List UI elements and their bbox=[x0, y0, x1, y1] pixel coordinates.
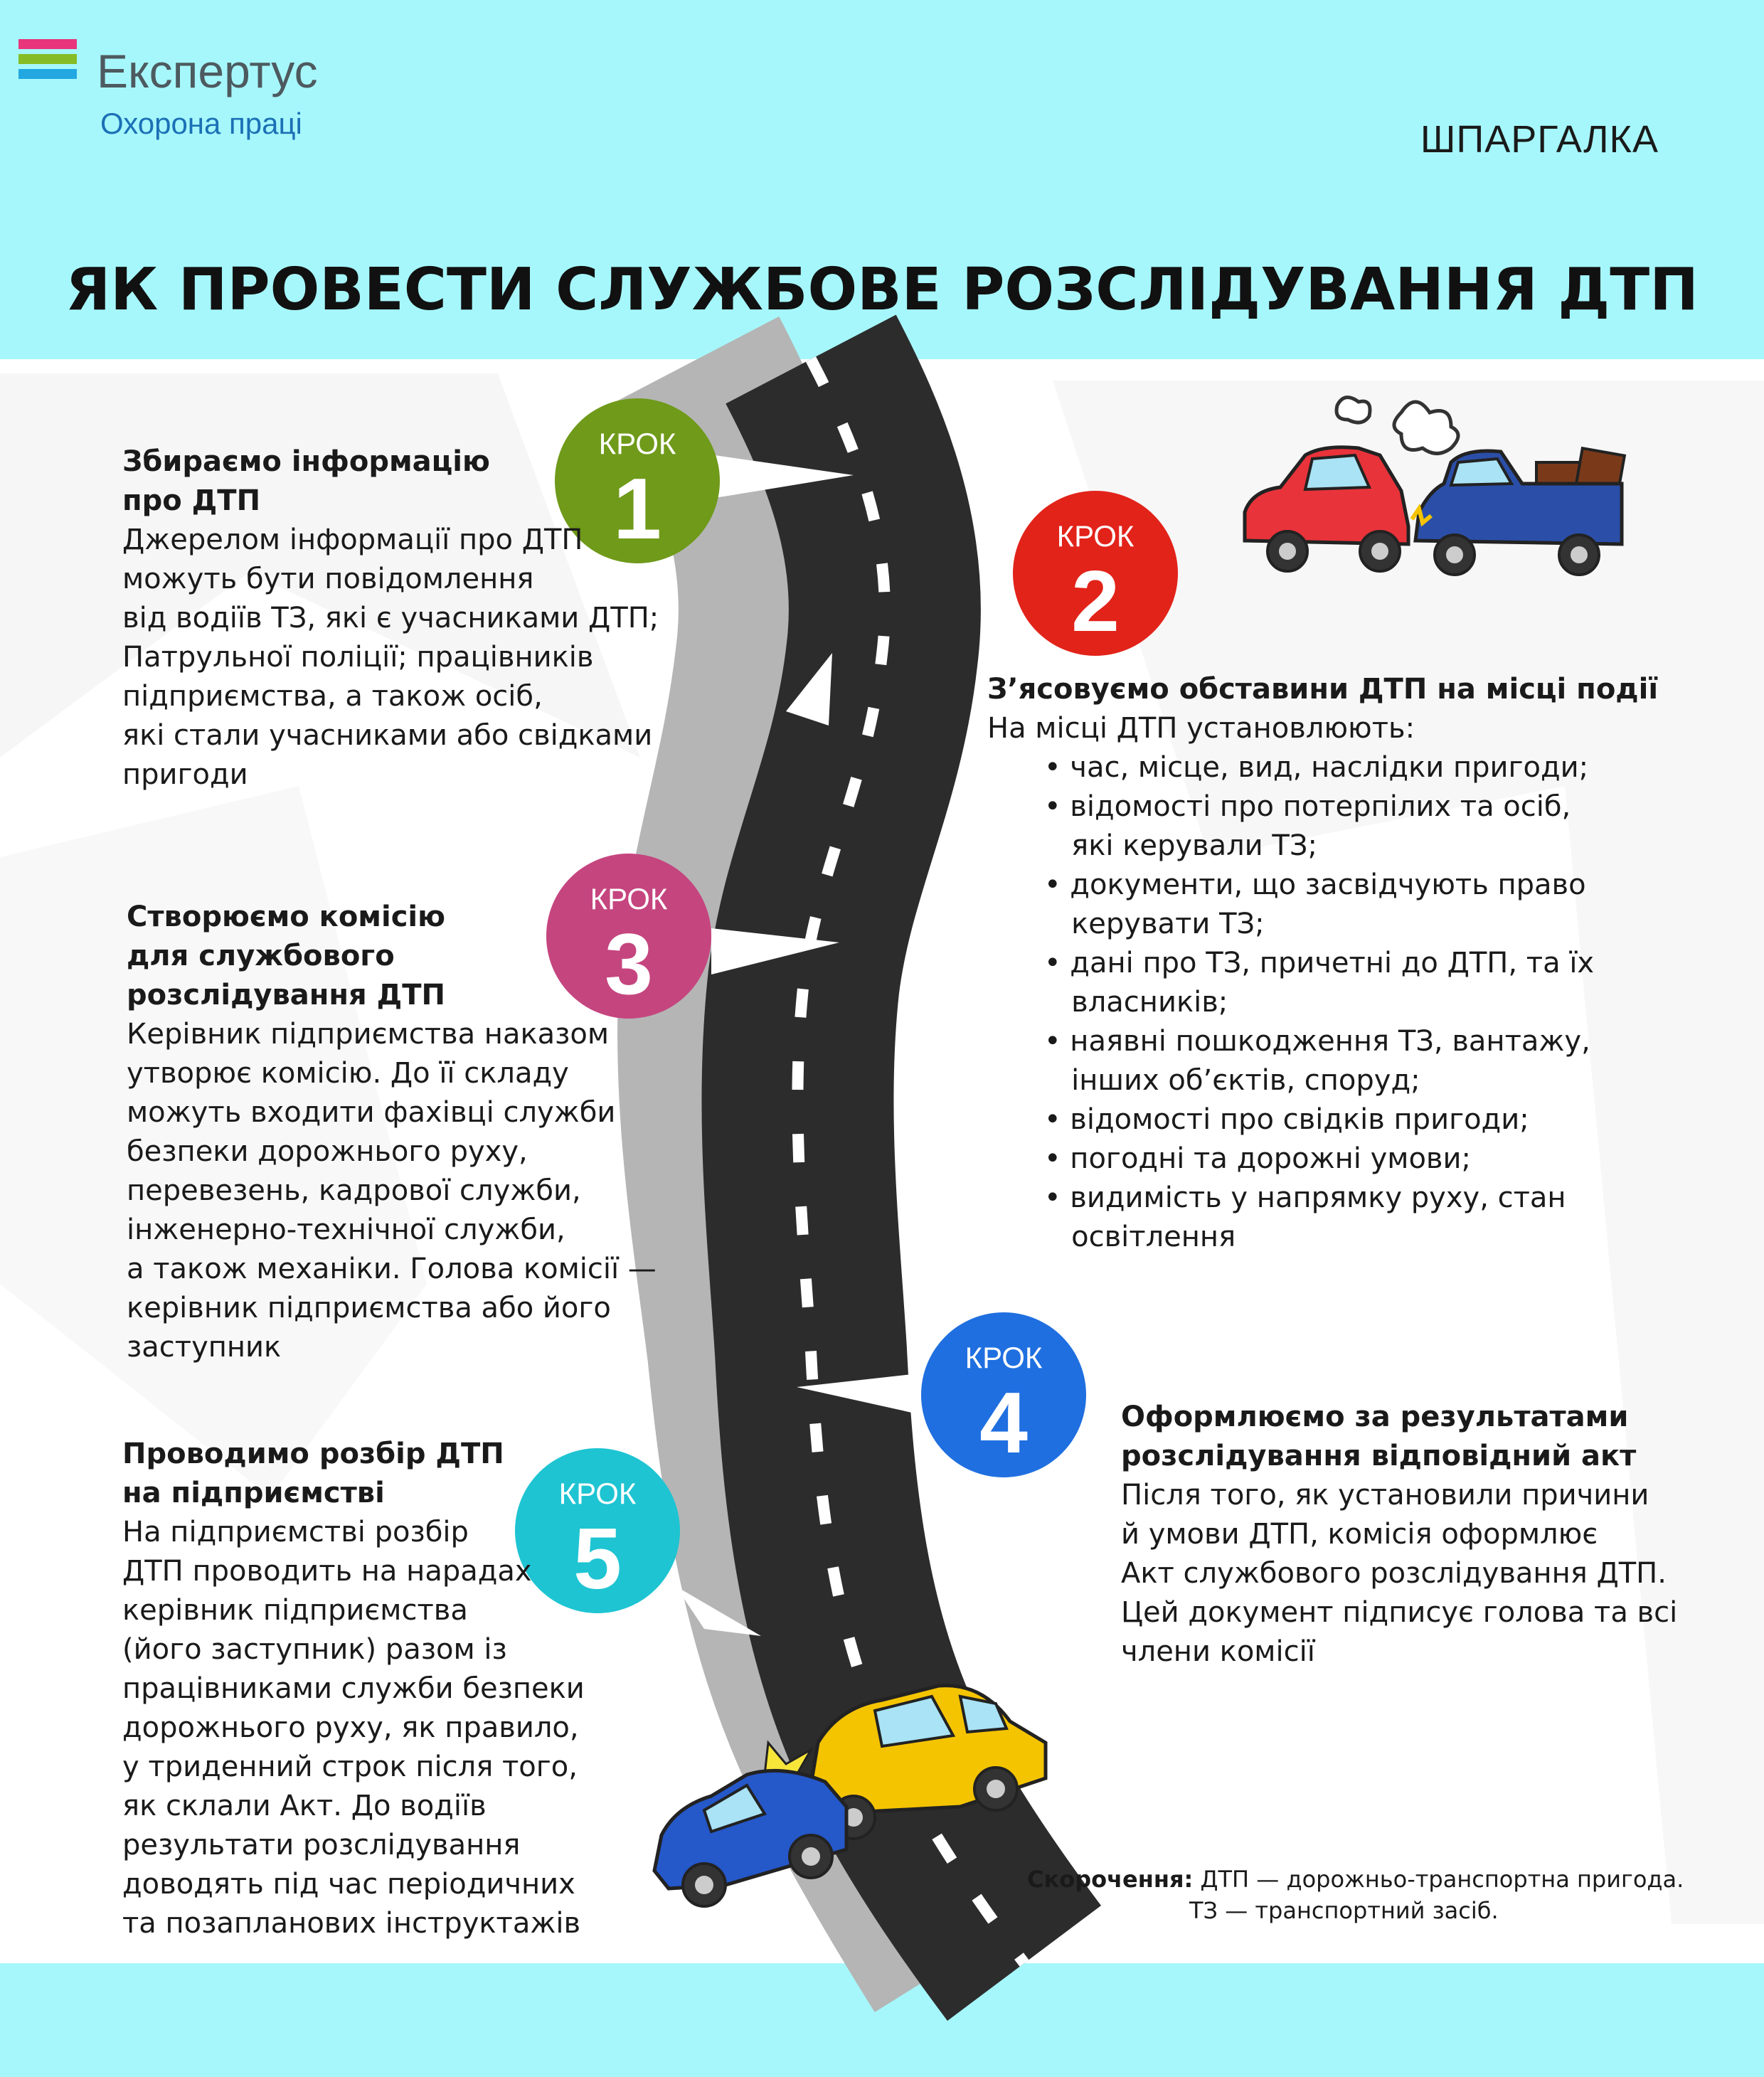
abbreviation-line-2: ТЗ — транспортний засіб. bbox=[1189, 1897, 1499, 1924]
step4-line: Цей документ підписує голова та всі bbox=[1121, 1596, 1678, 1629]
step5-krok-label: КРОК bbox=[558, 1477, 637, 1510]
step5-line: дорожнього руху, як правило, bbox=[122, 1711, 579, 1744]
step5-line: На підприємстві розбір bbox=[122, 1516, 469, 1549]
step5-title: Проводимо розбір ДТП на підприємстві bbox=[122, 1438, 504, 1509]
page-title: ЯК ПРОВЕСТИ СЛУЖБОВЕ РОЗСЛІДУВАННЯ ДТП bbox=[65, 256, 1699, 324]
step2-bullet-list bbox=[987, 748, 1699, 1257]
step4-title: Оформлюємо за результатами розслідування відповідний акт bbox=[1121, 1401, 1637, 1472]
step3-title: Створюємо комісію для службового розслідування ДТП bbox=[127, 901, 446, 1011]
step1-line: від водіїв ТЗ, які є учасниками ДТП; bbox=[122, 602, 659, 634]
step3-line: керівник підприємства або його bbox=[127, 1292, 611, 1324]
step5-line: у триденний строк після того, bbox=[122, 1751, 578, 1783]
step2-bullet: інших об’єктів, споруд; bbox=[1044, 1064, 1420, 1097]
crash-illustration-top-icon bbox=[1238, 384, 1664, 597]
step2-bullet: власників; bbox=[1044, 986, 1228, 1019]
step2-bullet: які керували ТЗ; bbox=[1044, 829, 1317, 862]
step1-number: 1 bbox=[613, 460, 662, 557]
step4-badge bbox=[921, 1312, 1086, 1477]
step4-krok-label: КРОК bbox=[965, 1341, 1043, 1374]
step3-line: утворює комісію. До її складу bbox=[127, 1057, 569, 1090]
step4-number: 4 bbox=[979, 1374, 1028, 1471]
document-type: ШПАРГАЛКА bbox=[1420, 118, 1659, 161]
brand-name: Експертус bbox=[97, 45, 318, 97]
step1-line: можуть бути повідомлення bbox=[122, 563, 534, 595]
step3-krok-label: КРОК bbox=[590, 882, 668, 915]
step1-title: Збираємо інформацію про ДТП bbox=[122, 445, 490, 517]
step2-intro: На місці ДТП установлюють: bbox=[987, 712, 1415, 745]
step3-text bbox=[127, 898, 657, 1367]
step5-line: (його заступник) разом із bbox=[122, 1633, 507, 1666]
step2-bullet: • час, місце, вид, наслідки пригоди; bbox=[1044, 751, 1589, 784]
abbreviation-line-1: Скорочення: ДТП — дорожньо-транспортна пригода. bbox=[1027, 1866, 1684, 1893]
crash-illustration-bottom-icon bbox=[640, 1643, 1067, 1913]
step3-line: інженерно-технічної служби, bbox=[127, 1213, 565, 1246]
step2-bullet: • документи, що засвідчують право bbox=[1044, 868, 1586, 901]
step2-bullet: • відомості про свідків пригоди; bbox=[1044, 1103, 1529, 1136]
step5-line: працівниками служби безпеки bbox=[122, 1672, 585, 1705]
step4-line: й умови ДТП, комісія оформлює bbox=[1121, 1518, 1598, 1551]
step1-line: Патрульної поліції; працівників bbox=[122, 641, 594, 674]
step3-line: а також механіки. Голова комісії — bbox=[127, 1253, 657, 1285]
step4-line: Після того, як установили причини bbox=[1121, 1479, 1649, 1512]
step3-line: безпеки дорожнього руху, bbox=[127, 1135, 528, 1168]
step3-number: 3 bbox=[605, 915, 653, 1012]
step3-line: Керівник підприємства наказом bbox=[127, 1018, 610, 1051]
step5-line: ДТП проводить на нарадах bbox=[122, 1555, 532, 1588]
step5-text bbox=[122, 1435, 620, 1943]
step2-bullet: освітлення bbox=[1044, 1221, 1236, 1253]
step2-number: 2 bbox=[1071, 553, 1120, 649]
step3-line: заступник bbox=[127, 1331, 282, 1364]
step1-line: Джерелом інформації про ДТП bbox=[122, 524, 583, 556]
step5-line: та позапланових інструктажів bbox=[122, 1907, 581, 1940]
step2-bullet: • погодні та дорожні умови; bbox=[1044, 1142, 1471, 1175]
step4-text bbox=[1121, 1398, 1733, 1672]
brand-subtitle: Охорона праці bbox=[100, 107, 302, 140]
step1-krok-label: КРОК bbox=[598, 427, 676, 460]
step1-line: підприємства, а також осіб, bbox=[122, 680, 543, 713]
step2-text bbox=[987, 670, 1699, 1257]
step2-bullet: • дані про ТЗ, причетні до ДТП, та їх bbox=[1044, 947, 1595, 979]
step1-text bbox=[122, 442, 659, 795]
step1-line: які стали учасниками або свідками bbox=[122, 719, 653, 752]
step5-line: як склали Акт. До водіїв bbox=[122, 1790, 487, 1822]
step3-line: перевезень, кадрової служби, bbox=[127, 1174, 581, 1207]
step2-badge bbox=[1013, 491, 1178, 656]
step3-line: можуть входити фахівці служби bbox=[127, 1096, 616, 1129]
step5-number: 5 bbox=[573, 1510, 622, 1607]
abbreviations bbox=[1027, 1864, 1738, 1926]
step4-line: Акт службового розслідування ДТП. bbox=[1121, 1557, 1667, 1590]
step2-bullet: • відомості про потерпілих та осіб, bbox=[1044, 790, 1571, 823]
step5-line: результати розслідування bbox=[122, 1829, 521, 1861]
step2-bullet: • видимість у напрямку руху, стан bbox=[1044, 1181, 1566, 1214]
step4-line: члени комісії bbox=[1121, 1635, 1315, 1668]
step1-line: пригоди bbox=[122, 758, 248, 791]
step2-bullet: керувати ТЗ; bbox=[1044, 908, 1265, 940]
step5-line: керівник підприємства bbox=[122, 1594, 468, 1627]
step2-bullet: • наявні пошкодження ТЗ, вантажу, bbox=[1044, 1025, 1590, 1058]
abbreviations-label: Скорочення: bbox=[1027, 1866, 1194, 1893]
step5-line: доводять під час періодичних bbox=[122, 1868, 575, 1901]
step2-krok-label: КРОК bbox=[1056, 519, 1135, 553]
step2-title: З’ясовуємо обставини ДТП на місці події bbox=[987, 673, 1659, 706]
